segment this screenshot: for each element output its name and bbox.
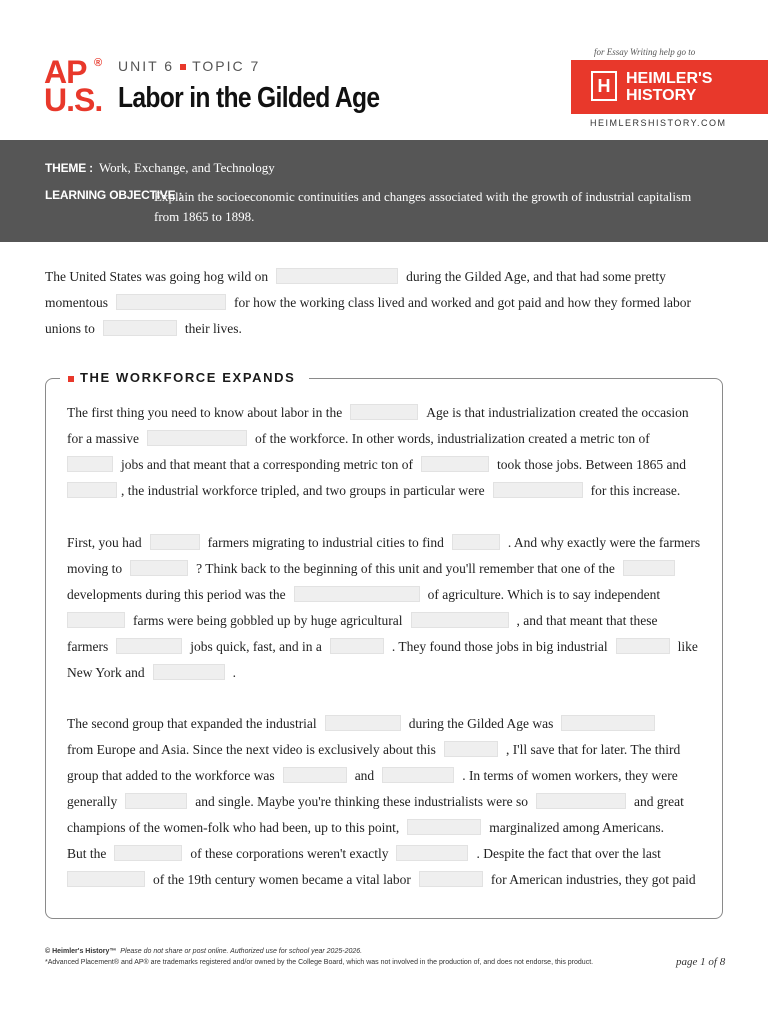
section-heading [60,370,309,385]
text-segment: like [677,639,698,654]
text-segment: momentous [45,295,108,310]
p3-line-7 [67,871,696,888]
text-segment: . They found those jobs in big industrial [391,639,608,654]
fill-blank[interactable] [382,767,454,783]
text-segment: group that added to the workforce was [67,768,275,783]
text-segment: The first thing you need to know about labor in the [67,405,343,420]
text-segment: , and that meant that these [516,613,658,628]
text-segment: generally [67,794,118,809]
fill-blank[interactable] [116,638,182,654]
text-segment: . In terms of women workers, they were [462,768,678,783]
fill-blank[interactable] [276,268,398,284]
fill-blank[interactable] [150,534,200,550]
page-header [0,0,768,140]
text-segment: and single. Maybe you're thinking these industrialists were so [195,794,528,809]
copyright-text: © Heimler's History™ [45,948,117,955]
text-segment: , I'll save that for later. The third [505,742,681,757]
page-footer [45,946,725,968]
fill-blank[interactable] [325,715,401,731]
logo-us: U.S. [44,82,103,118]
text-segment: from Europe and Asia. Since the next video is exclusively about this [67,742,436,757]
fill-blank[interactable] [103,320,177,336]
intro-line-3 [45,320,242,337]
p3-line-6 [67,845,661,862]
trademark-text: *Advanced Placement® and AP® are trademarks registered and/or owned by the College Board, which was not involved in the production of, and does not endorse, this product. [45,959,594,966]
page-title: Labor in the Gilded Age [118,82,380,114]
fill-blank[interactable] [536,793,626,809]
intro-line-2 [45,294,691,311]
objective-value: Explain the socioeconomic continuities and changes associated with the growth of industrial capitalism from 1865 to 1898. [154,189,692,224]
text-segment: of these corporations weren't exactly [190,846,389,861]
text-segment: The second group that expanded the industrial [67,716,317,731]
p2-line-5 [67,638,698,655]
fill-blank[interactable] [411,612,509,628]
p3-line-1 [67,715,663,732]
text-segment: jobs quick, fast, and in a [190,639,322,654]
fill-blank[interactable] [67,871,145,887]
footer-line-1 [45,946,725,957]
p3-line-3 [67,767,678,784]
p1-line-2 [67,430,650,447]
fill-blank[interactable] [125,793,187,809]
text-segment: Age is that industrialization created the occasion [426,405,689,420]
theme-band [0,140,768,242]
text-segment: ? Think back to the beginning of this unit and you'll remember that one of the [196,561,615,576]
fill-blank[interactable] [67,612,125,628]
theme-row [45,160,275,176]
text-segment: farmers [67,639,109,654]
text-segment: champions of the women-folk who had been, up to this point, [67,820,400,835]
logo-ap: AP [44,54,87,90]
text-segment: of the workforce. In other words, industrialization created a metric ton of [254,431,650,446]
text-segment: for this increase. [590,483,681,498]
text-segment: during the Gilded Age was [408,716,554,731]
text-segment: of agriculture. Which is to say independent [427,587,661,602]
fill-blank[interactable] [130,560,188,576]
red-square-icon [180,64,186,70]
section-heading-text: THE WORKFORCE EXPANDS [80,370,296,385]
unit-topic-label [118,58,260,74]
p3-line-5 [67,819,664,836]
theme-value: Work, Exchange, and Technology [98,160,275,175]
fill-blank[interactable] [116,294,226,310]
text-segment: during the Gilded Age, and that had some pretty [406,269,666,284]
p1-line-1 [67,404,689,421]
fill-blank[interactable] [616,638,670,654]
fill-blank[interactable] [330,638,384,654]
text-segment: farmers migrating to industrial cities to find [207,535,444,550]
fill-blank[interactable] [283,767,347,783]
fill-blank[interactable] [294,586,420,602]
p1-line-3 [67,456,686,473]
objective-label: LEARNING OBJECTIVE : [45,188,183,202]
fill-blank[interactable] [67,456,113,472]
fill-blank[interactable] [493,482,583,498]
text-segment: jobs and that meant that a corresponding metric ton of [121,457,414,472]
fill-blank[interactable] [561,715,655,731]
text-segment: for American industries, they got paid [490,872,696,887]
fill-blank[interactable] [350,404,418,420]
text-segment: and [354,768,375,783]
fill-blank[interactable] [452,534,500,550]
unit-label: UNIT 6 [118,58,175,74]
intro-line-1 [45,268,666,285]
text-segment: . Despite the fact that over the last [476,846,661,861]
essay-help-text: for Essay Writing help go to [594,47,696,57]
topic-label: TOPIC 7 [192,58,261,74]
p2-line-4 [67,612,658,629]
p2-line-3 [67,586,660,603]
p1-line-4 [67,482,680,499]
text-segment: moving to [67,561,123,576]
text-segment: marginalized among Americans. [489,820,665,835]
text-segment: and great [633,794,684,809]
text-segment: took those jobs. Between 1865 and [497,457,687,472]
text-segment: for how the working class lived and worked and got paid and how they formed labor [234,295,692,310]
p2-line-2 [67,560,683,577]
fill-blank[interactable] [114,845,182,861]
text-segment: unions to [45,321,95,336]
p2-line-1 [67,534,700,551]
text-segment: . [232,665,236,680]
red-square-icon [68,376,74,382]
fill-blank[interactable] [421,456,489,472]
fill-blank[interactable] [444,741,498,757]
text-segment: of the 19th century women became a vital labor [153,872,411,887]
text-segment: The United States was going hog wild on [45,269,269,284]
p3-line-4 [67,793,684,810]
text-segment: . And why exactly were the farmers [507,535,701,550]
fill-blank[interactable] [407,819,481,835]
ap-us-logo [44,54,106,119]
brand-h-icon: H [591,71,617,101]
text-segment: their lives. [184,321,242,336]
p3-line-2 [67,741,680,758]
theme-label: THEME : [45,161,93,175]
fill-blank[interactable] [419,871,483,887]
text-segment: But the [67,846,107,861]
text-segment: developments during this period was the [67,587,286,602]
fill-blank[interactable] [396,845,468,861]
logo-registered-mark: ® [94,57,103,69]
heimlers-history-logo[interactable] [571,60,768,114]
usage-notice: Please do not share or post online. Authorized use for school year 2025-2026. [120,948,363,955]
text-segment: First, you had [67,535,142,550]
fill-blank[interactable] [153,664,225,680]
p2-line-6 [67,664,236,681]
fill-blank[interactable] [67,482,117,498]
text-segment: New York and [67,665,145,680]
text-segment: farms were being gobbled up by huge agricultural [133,613,403,628]
brand-site-link[interactable]: HEIMLERSHISTORY.COM [590,118,727,128]
text-segment: , the industrial workforce tripled, and two groups in particular were [121,483,485,498]
fill-blank[interactable] [147,430,247,446]
brand-name: HEIMLER'S HISTORY [626,70,713,104]
page-number: page 1 of 8 [676,956,726,968]
text-segment: for a massive [67,431,139,446]
fill-blank[interactable] [623,560,675,576]
